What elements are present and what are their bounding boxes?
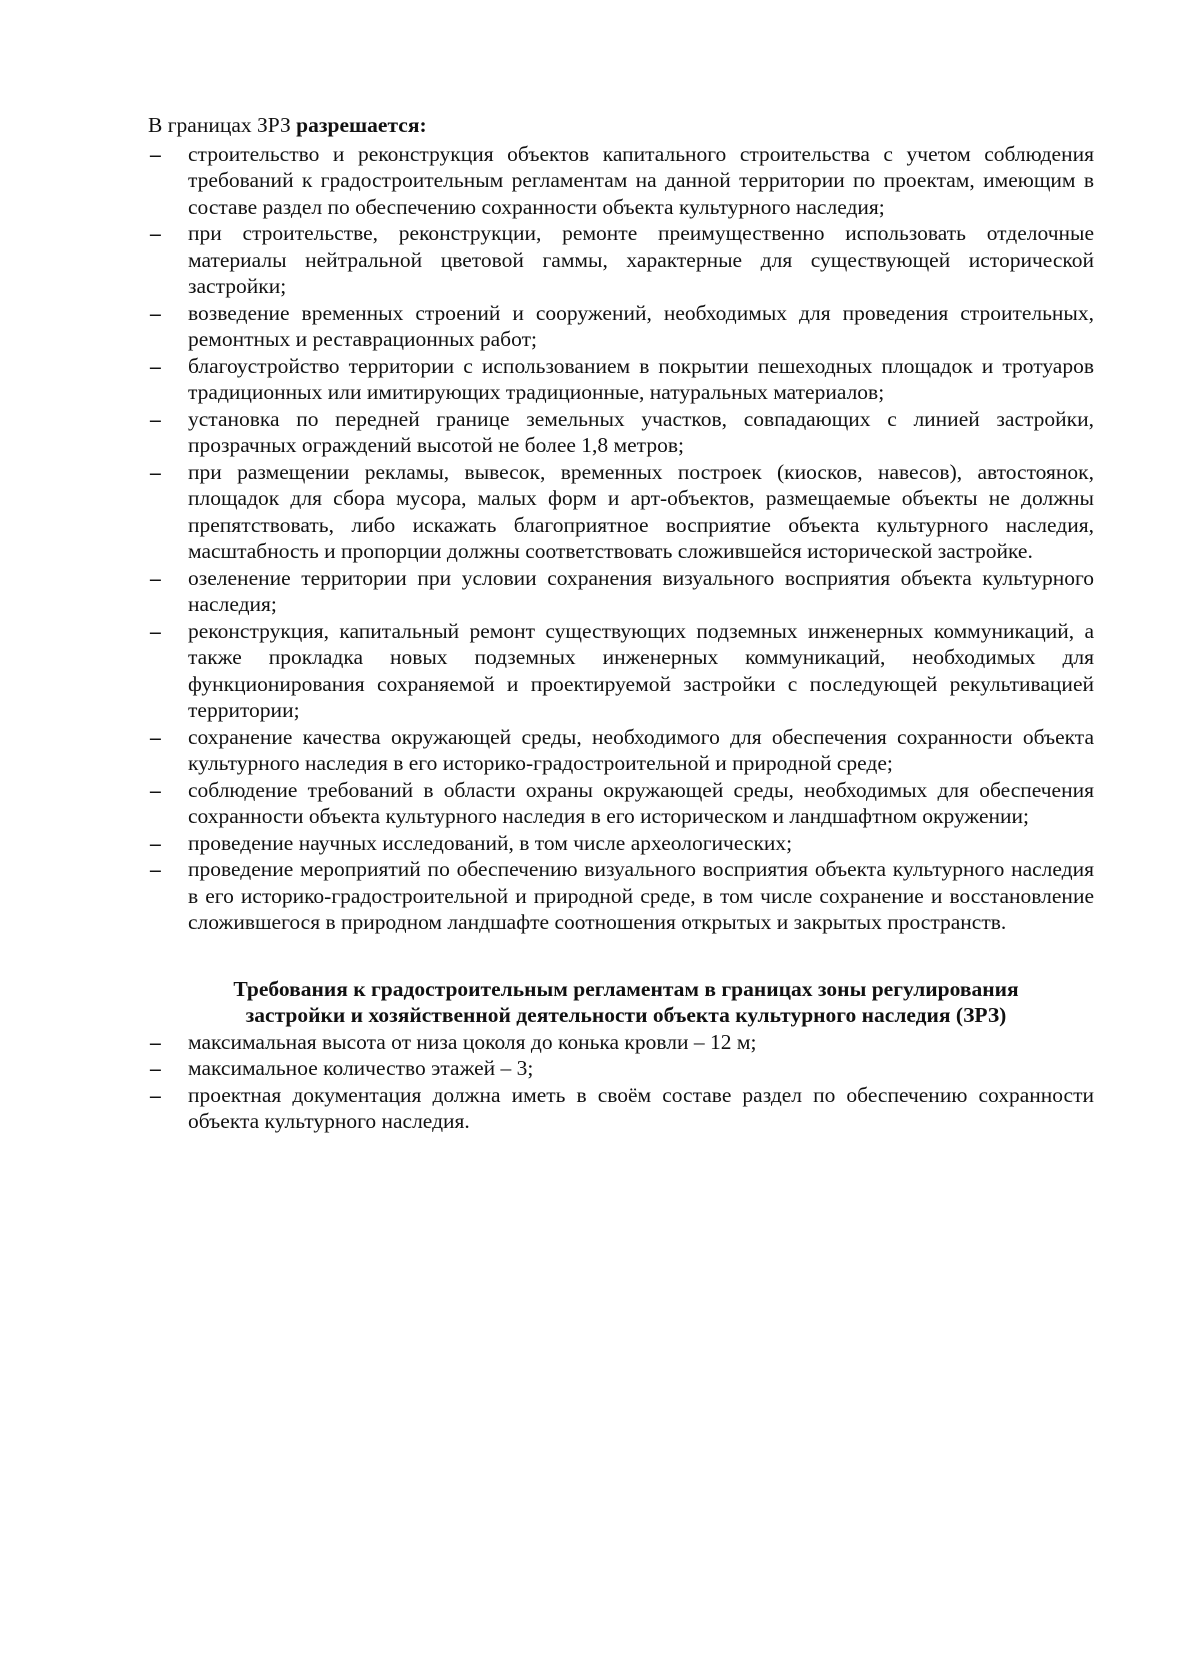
list-item: – возведение временных строений и сооружений, необходимых для проведения строительных, ремонтных и реставрационных работ; <box>148 300 1094 353</box>
list-item: – максимальное количество этажей – 3; <box>148 1055 1094 1082</box>
list-item: – максимальная высота от низа цоколя до конька кровли – 12 м; <box>148 1029 1094 1056</box>
list-item: – установка по передней границе земельных участков, совпадающих с линией застройки, прозрачных ограждений высотой не более 1,8 метров; <box>148 406 1094 459</box>
list-item: – строительство и реконструкция объектов капитального строительства с учетом соблюдения требований к градостроительным регламентам на данной территории по проектам, имеющим в составе раздел по обеспечению сохранности объекта культурного наследия; <box>148 141 1094 221</box>
list-item: – проведение научных исследований, в том числе археологических; <box>148 830 1094 857</box>
requirements-list <box>148 1029 1094 1135</box>
list-item: – реконструкция, капитальный ремонт существующих подземных инженерных коммуникаций, а также прокладка новых подземных инженерных коммуникаций, необходимых для функционирования сохраняемой и проектируемой застройки с последующей рекультивацией территории; <box>148 618 1094 724</box>
section-heading: Требования к градостроительным регламентам в границах зоны регулирования застройки и хозяйственной деятельности объекта культурного наследия (ЗРЗ) <box>233 976 1019 1027</box>
list-item: – проектная документация должна иметь в своём составе раздел по обеспечению сохранности объекта культурного наследия. <box>148 1082 1094 1135</box>
permitted-list <box>148 141 1094 936</box>
list-item: – озеленение территории при условии сохранения визуального восприятия объекта культурного наследия; <box>148 565 1094 618</box>
list-item: – при размещении рекламы, вывесок, временных построек (киосков, навесов), автостоянок, площадок для сбора мусора, малых форм и арт-объектов, размещаемые объекты не должны препятствовать, либо искажать благоприятное восприятие объекта культурного наследия, масштабность и пропорции должны соответствовать сложившейся исторической застройке. <box>148 459 1094 565</box>
list-item: – соблюдение требований в области охраны окружающей среды, необходимых для обеспечения сохранности объекта культурного наследия в его историческом и ландшафтном окружении; <box>148 777 1094 830</box>
intro-bold-text: разрешается: <box>296 113 427 137</box>
list-item: – благоустройство территории с использованием в покрытии пешеходных площадок и тротуаров традиционных или имитирующих традиционные, натуральных материалов; <box>148 353 1094 406</box>
section-intro <box>148 112 1094 139</box>
intro-text: В границах ЗРЗ <box>148 113 297 137</box>
list-item: – при строительстве, реконструкции, ремонте преимущественно использовать отделочные материалы нейтральной цветовой гаммы, характерные для существующей исторической застройки; <box>148 220 1094 300</box>
document-body <box>148 112 1094 1135</box>
list-item: – проведение мероприятий по обеспечению визуального восприятия объекта культурного наследия в его историко-градостроительной и природной среде, в том числе сохранение и восстановление сложившегося в природном ландшафте соотношения открытых и закрытых пространств. <box>148 856 1094 936</box>
list-item: – сохранение качества окружающей среды, необходимого для обеспечения сохранности объекта культурного наследия в его историко-градостроительной и природной среде; <box>148 724 1094 777</box>
